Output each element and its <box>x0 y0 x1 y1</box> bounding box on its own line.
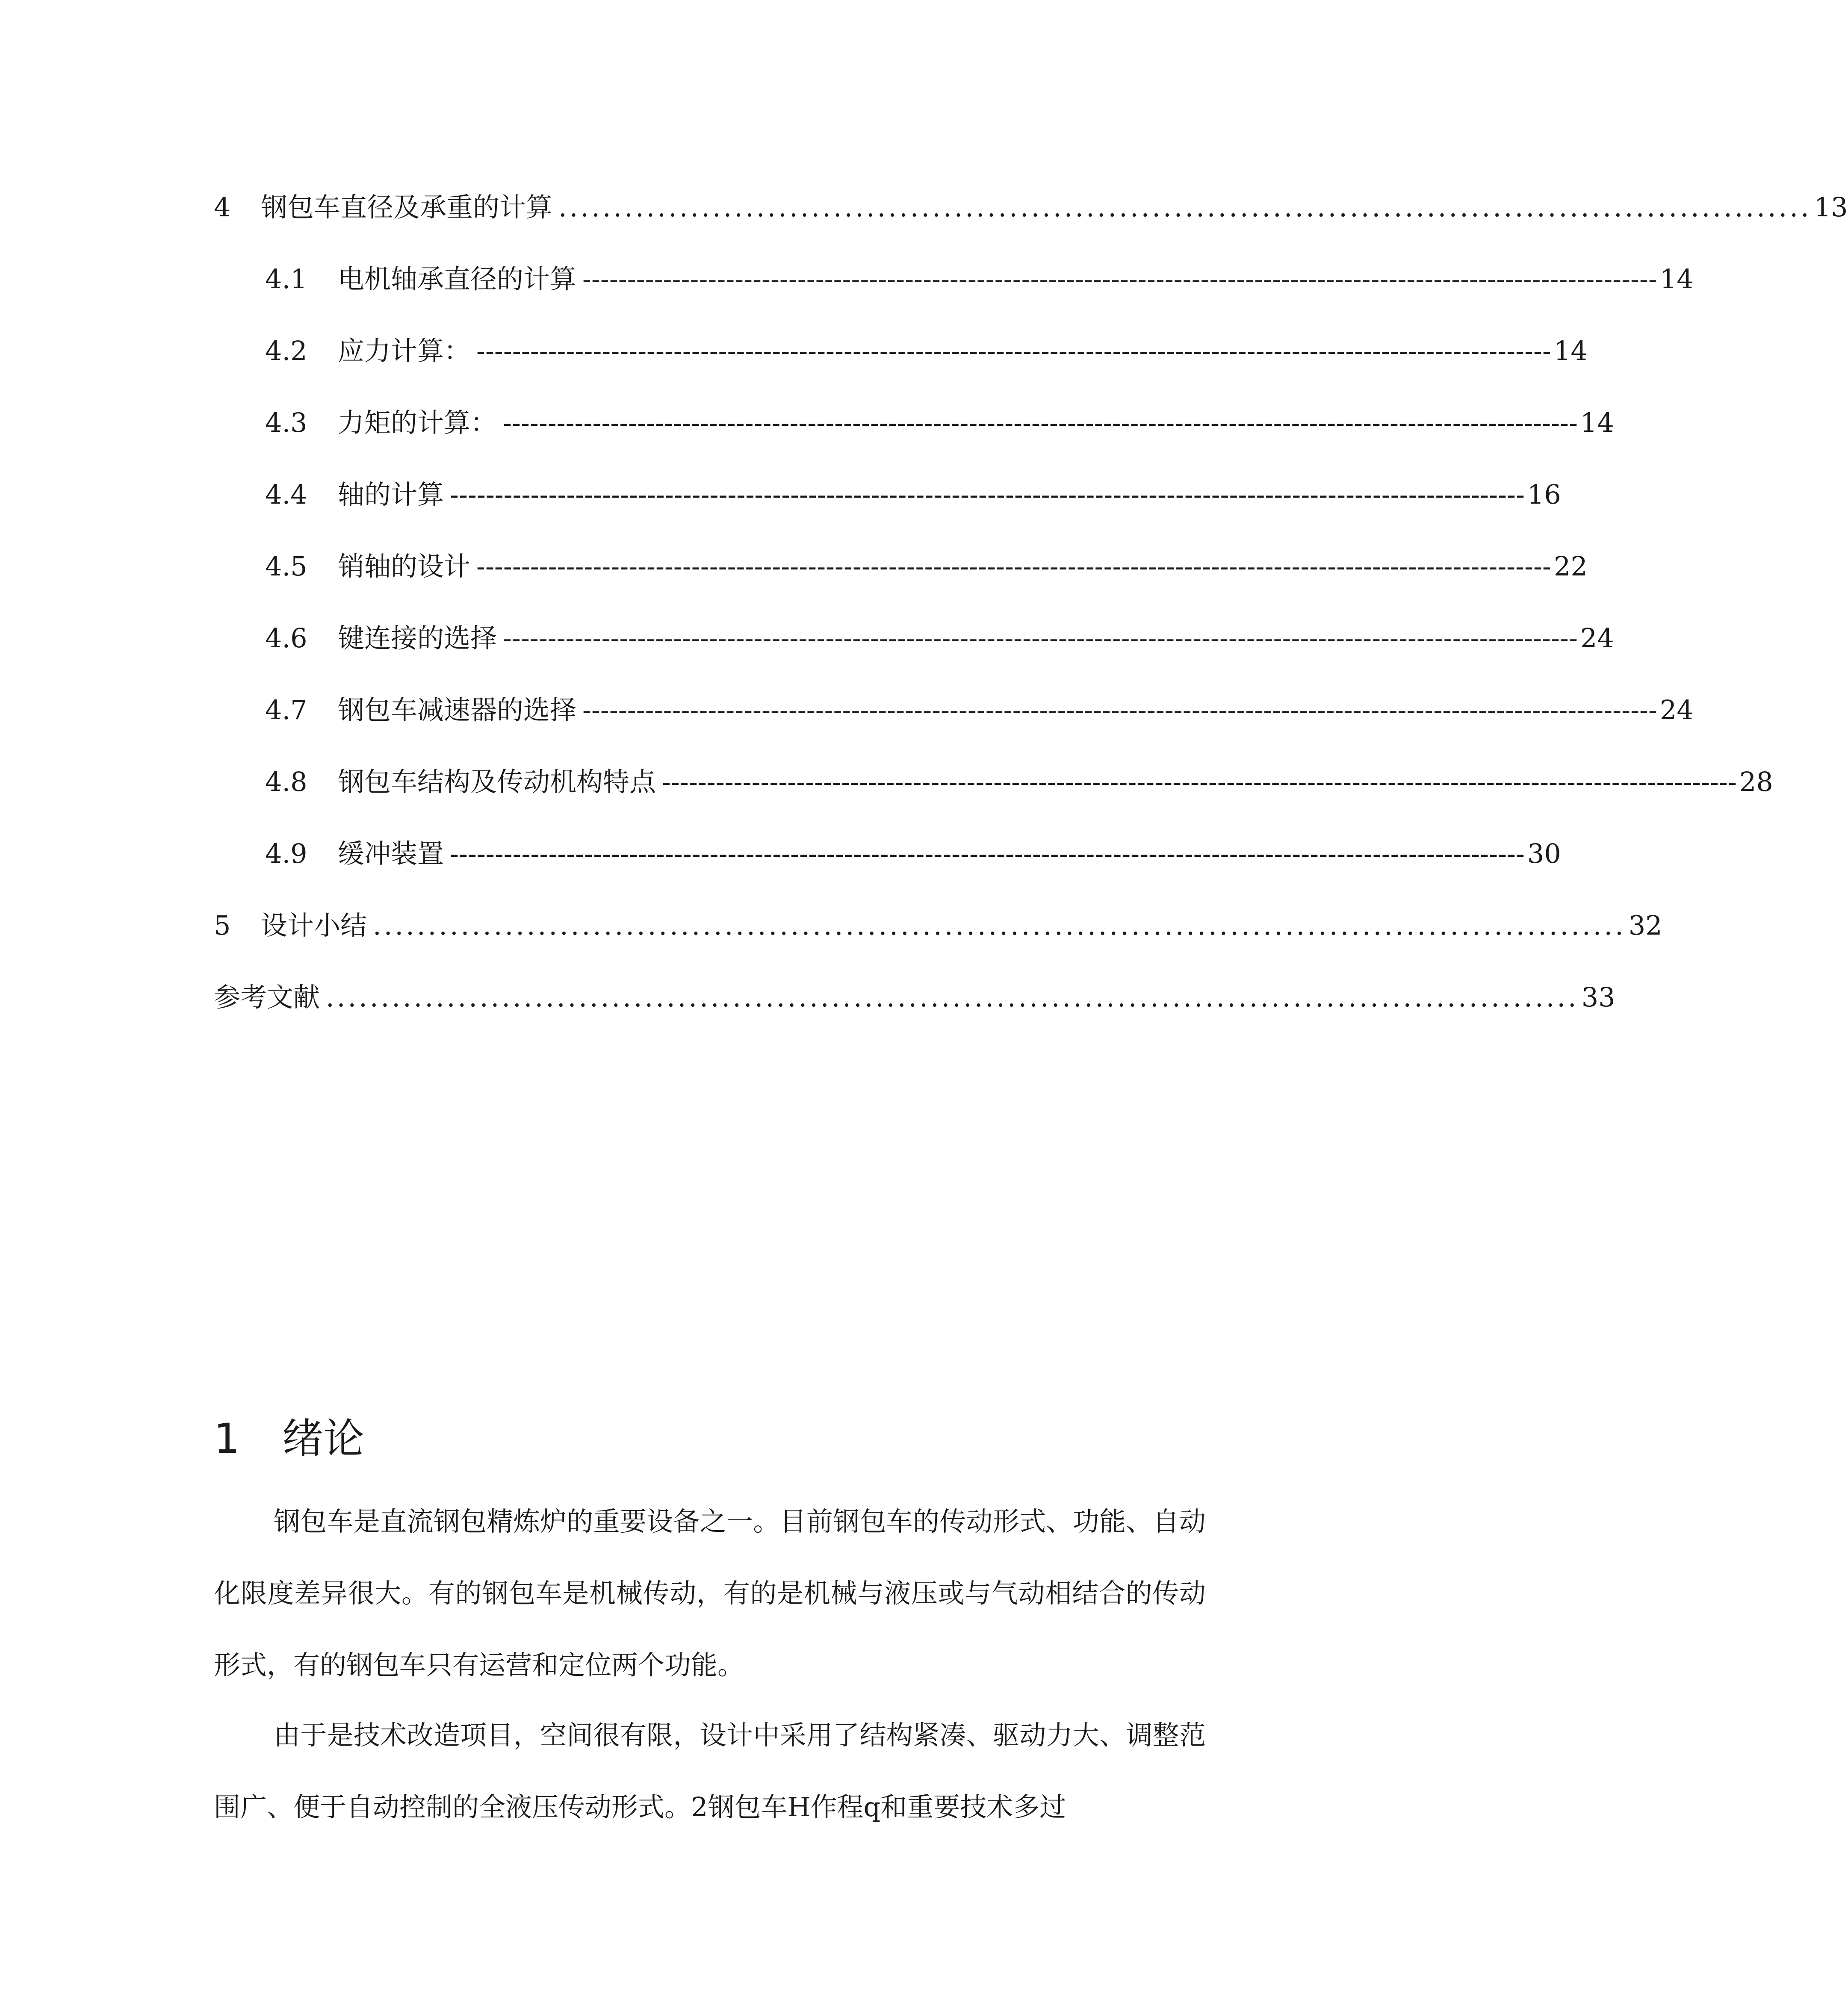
toc-number: 4.1 <box>265 263 307 295</box>
toc-title: 应力计算： <box>338 335 471 366</box>
toc-leader-dashes: ------------------------------------------------------------------------------------------------------------------------ <box>582 263 1657 295</box>
toc-leader-dashes: ------------------------------------------------------------------------------------------------------------------------ <box>503 407 1578 438</box>
toc-page-number: 32 <box>1628 910 1662 941</box>
toc-title: 销轴的设计 <box>338 551 471 582</box>
toc-number: 4.8 <box>265 766 307 797</box>
toc-entry-4[interactable] <box>214 184 1848 231</box>
toc-page-number: 28 <box>1739 766 1773 797</box>
toc-title: 钢包车结构及传动机构特点 <box>338 766 656 797</box>
toc-page-number: 13 <box>1814 192 1848 223</box>
chapter-number: 1 <box>214 1415 240 1463</box>
toc-page-number: 14 <box>1553 335 1588 366</box>
toc-number: 4.9 <box>265 838 307 869</box>
toc-number: 4.3 <box>265 407 307 438</box>
toc-title: 钢包车减速器的选择 <box>338 694 577 726</box>
toc-leader-dots: .................................................................................................................. <box>373 910 1626 941</box>
body-paragraph: 钢包车是直流钢包精炼炉的重要设备之一。目前钢包车的传动形式、功能、自动化限度差异很大。有的钢包车是机械传动，有的是机械与液压或与气动相结合的传动形式，有的钢包车只有运营和定位两个功能。 <box>214 1506 1206 1681</box>
toc-leader-dashes: ------------------------------------------------------------------------------------------------------------------------ <box>450 479 1525 510</box>
toc-page-number: 33 <box>1581 982 1615 1013</box>
toc-entry-4-9[interactable] <box>265 830 1561 877</box>
toc-leader-dots: .................................................................................................................. <box>558 192 1812 223</box>
toc-page-number: 14 <box>1580 407 1614 438</box>
toc-title: 缓冲装置 <box>338 838 444 869</box>
toc-title: 参考文献 <box>214 982 320 1013</box>
toc-leader-dashes: ------------------------------------------------------------------------------------------------------------------------ <box>476 335 1551 366</box>
toc-title: 钢包车直径及承重的计算 <box>261 192 553 223</box>
toc-title: 设计小结 <box>261 910 367 941</box>
toc-leader-dashes: ------------------------------------------------------------------------------------------------------------------------ <box>503 622 1578 654</box>
toc-page-number: 14 <box>1659 263 1694 295</box>
toc-entry-4-3[interactable] <box>265 399 1614 446</box>
toc-page-number: 24 <box>1659 694 1694 726</box>
toc-number: 4 <box>214 192 231 223</box>
toc-leader-dots: .................................................................................................................. <box>326 982 1579 1013</box>
toc-entry-4-4[interactable] <box>265 471 1561 518</box>
toc-page-number: 24 <box>1580 622 1614 654</box>
chapter-title: 绪论 <box>282 1415 364 1463</box>
toc-entry-4-7[interactable] <box>265 687 1694 734</box>
toc-page-number: 22 <box>1553 551 1588 582</box>
toc-entry-4-8[interactable] <box>265 758 1773 805</box>
toc-leader-dashes: ------------------------------------------------------------------------------------------------------------------------ <box>662 766 1737 797</box>
toc-entry-4-6[interactable] <box>265 615 1614 662</box>
toc-entry-4-5[interactable] <box>265 543 1588 590</box>
toc-entry-references[interactable] <box>214 974 1615 1021</box>
chapter-heading <box>214 1411 364 1466</box>
toc-entry-4-1[interactable] <box>265 256 1694 303</box>
toc-number: 4.6 <box>265 622 307 654</box>
toc-page-number: 16 <box>1527 479 1561 510</box>
toc-number: 4.4 <box>265 479 307 510</box>
toc-entry-5[interactable] <box>214 902 1662 949</box>
toc-title: 键连接的选择 <box>338 622 497 654</box>
toc-leader-dashes: ------------------------------------------------------------------------------------------------------------------------ <box>476 551 1551 582</box>
toc-number: 5 <box>214 910 231 941</box>
toc-title: 轴的计算 <box>338 479 444 510</box>
toc-page-number: 30 <box>1527 838 1561 869</box>
toc-number: 4.2 <box>265 335 307 366</box>
toc-title: 电机轴承直径的计算 <box>338 263 577 295</box>
toc-number: 4.7 <box>265 694 307 726</box>
toc-entry-4-2[interactable] <box>265 327 1588 375</box>
toc-leader-dashes: ------------------------------------------------------------------------------------------------------------------------ <box>450 838 1525 869</box>
body-paragraph: 由于是技术改造项目，空间很有限，设计中采用了结构紧凑、驱动力大、调整范围广、便于自动控制的全液压传动形式。2钢包车H作程q和重要技术多过 <box>214 1720 1206 1823</box>
toc-leader-dashes: ------------------------------------------------------------------------------------------------------------------------ <box>582 694 1657 726</box>
toc-number: 4.5 <box>265 551 307 582</box>
toc-title: 力矩的计算： <box>338 407 497 438</box>
